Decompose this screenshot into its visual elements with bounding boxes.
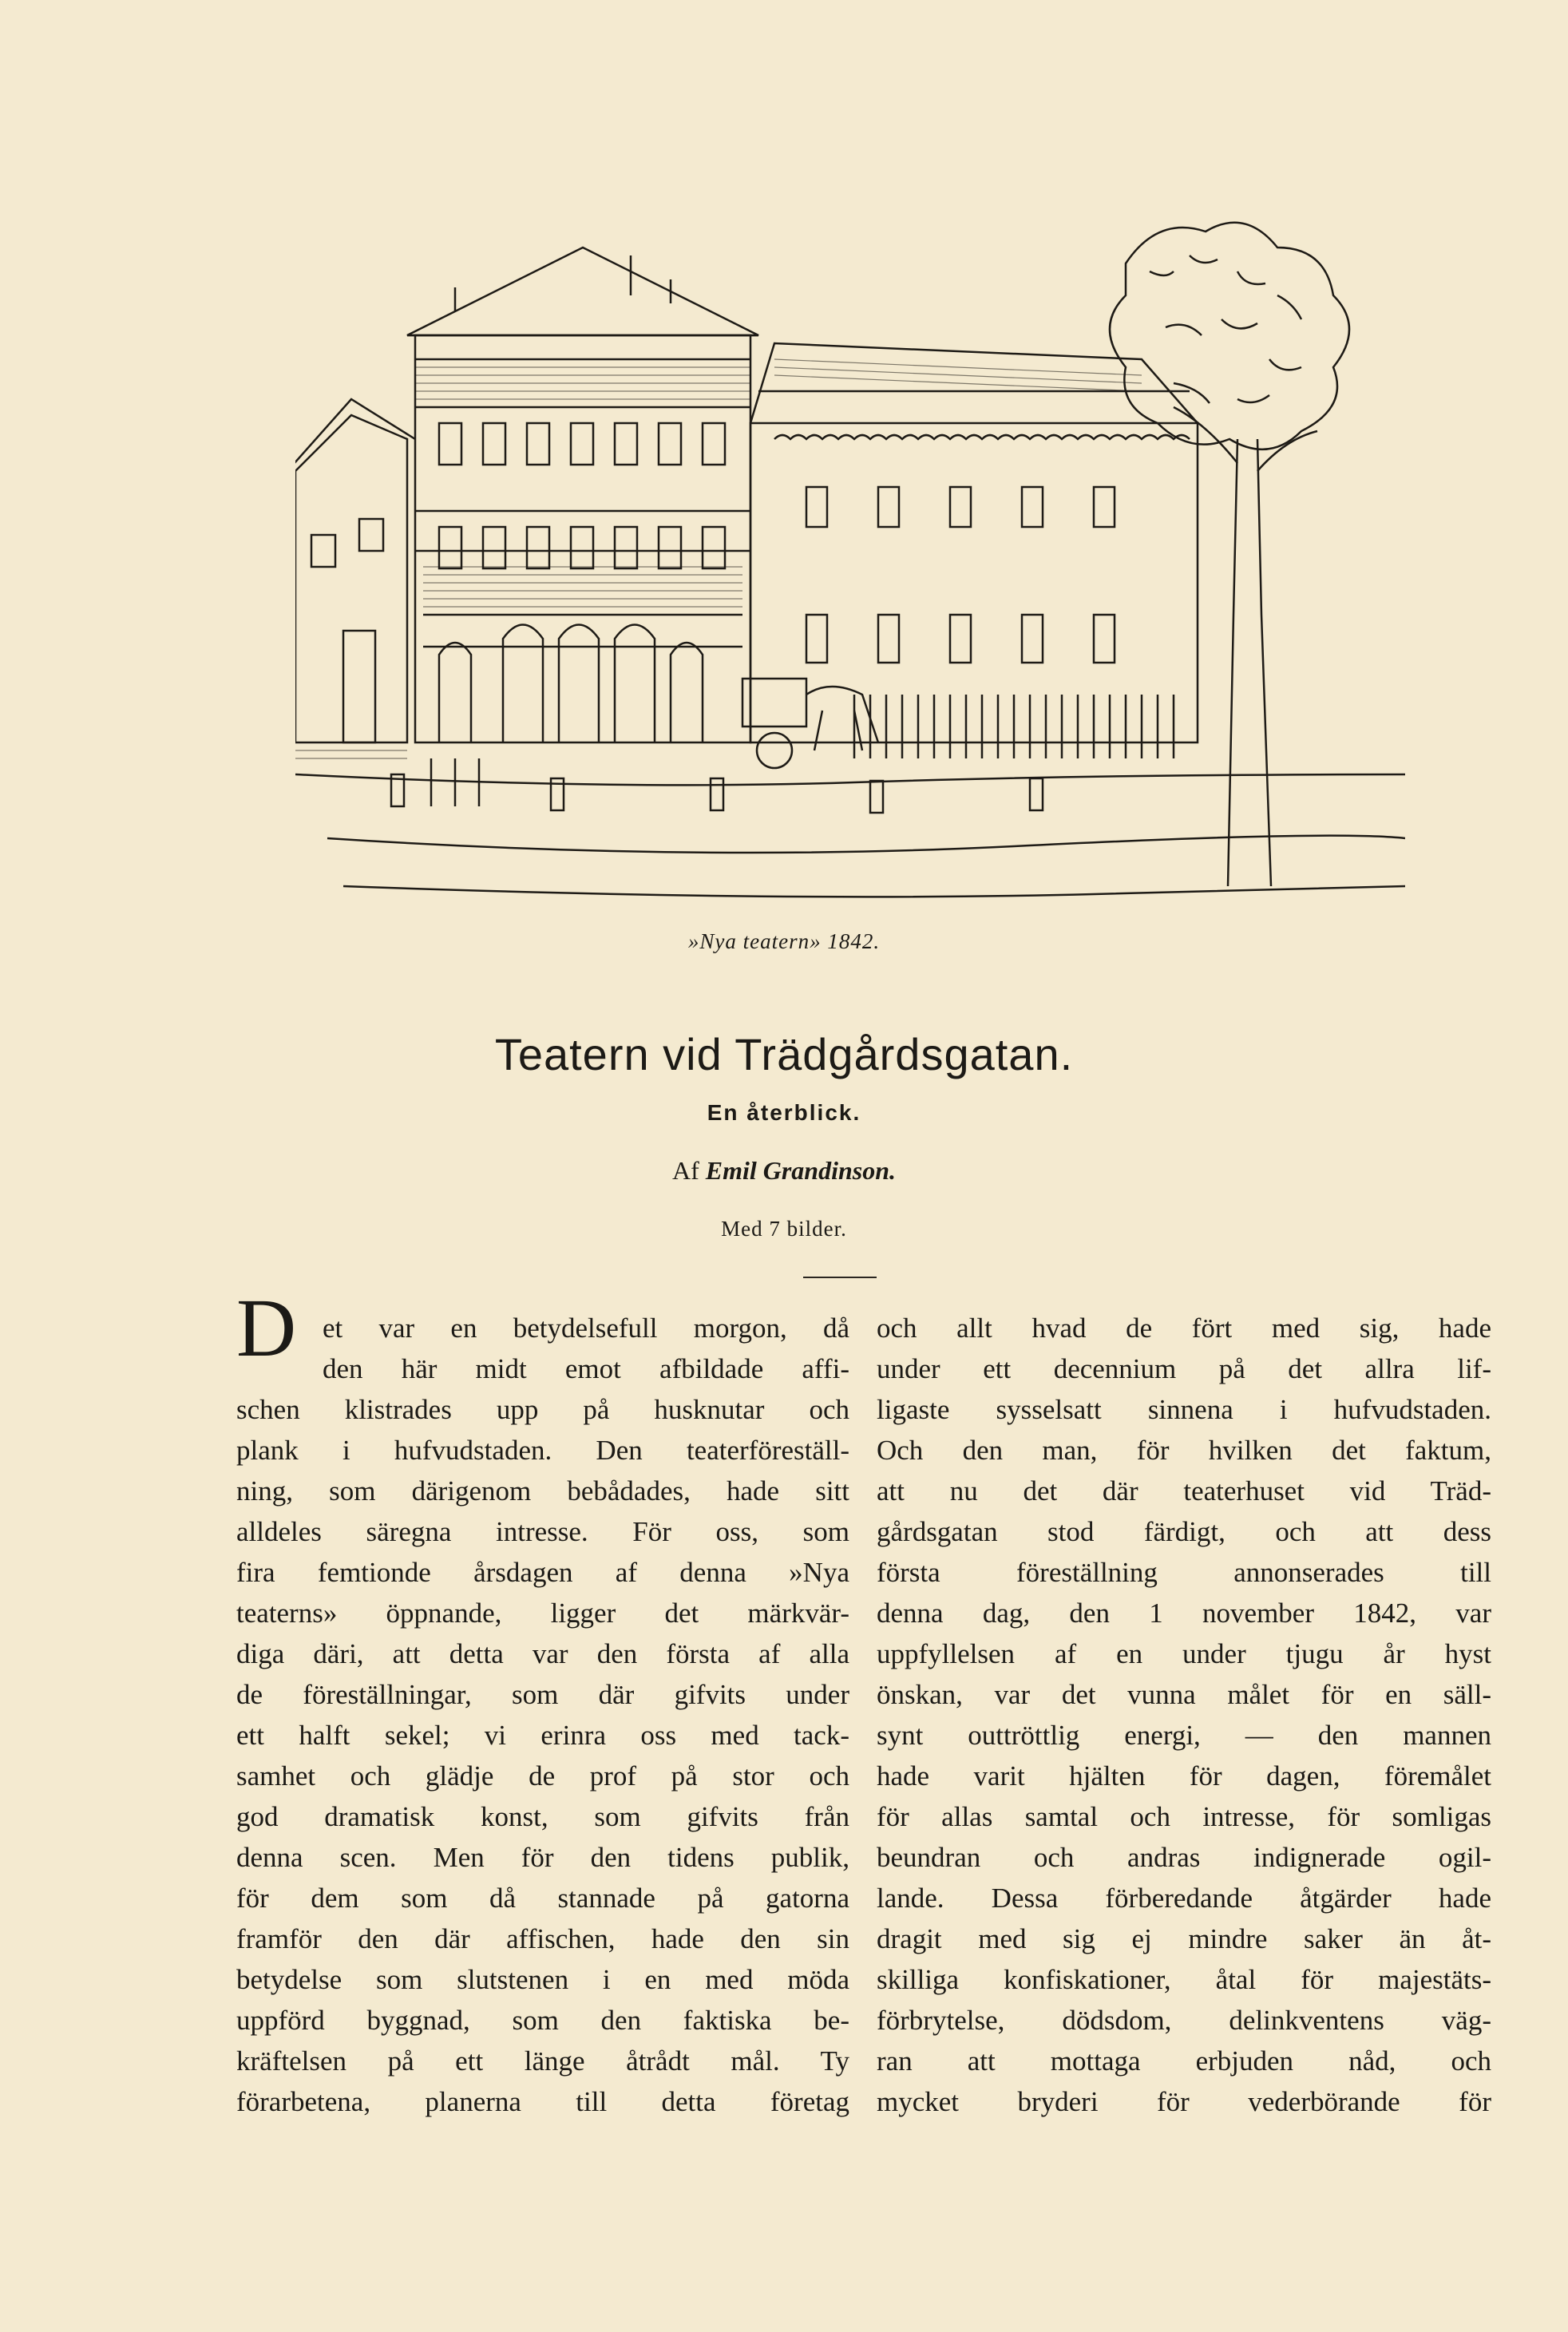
- text-line: Och den man, för hvilken det faktum,: [877, 1435, 1491, 1466]
- text-line: för dem som då stannade på gatorna: [236, 1883, 849, 1914]
- text-line: förarbetena, planerna till detta företag: [236, 2086, 849, 2117]
- caption-title: »Nya teatern»: [687, 929, 822, 953]
- text-line: ligaste sysselsatt sinnena i hufvudstaden.: [877, 1394, 1491, 1425]
- text-line: synt outtröttlig energi, — den mannen: [877, 1720, 1491, 1751]
- text-line: diga däri, att detta var den första af alla: [236, 1638, 849, 1669]
- text-line: framför den där affischen, hade den sin: [236, 1923, 849, 1954]
- article-title: Teatern vid Trädgårdsgatan.: [494, 1029, 1074, 1079]
- author-name: Emil Grandinson.: [705, 1156, 897, 1185]
- byline-prefix: Af: [671, 1156, 699, 1185]
- text-line: fira femtionde årsdagen af denna »Nya: [236, 1557, 849, 1588]
- text-line: kräftelsen på ett länge åtrådt mål. Ty: [236, 2045, 849, 2077]
- text-line: den här midt emot afbildade affi-: [323, 1353, 849, 1384]
- text-line: att nu det där teaterhuset vid Träd-: [877, 1475, 1491, 1506]
- text-line: gårdsgatan stod färdigt, och att dess: [877, 1516, 1491, 1547]
- text-line: för allas samtal och intresse, för somligas: [877, 1801, 1491, 1832]
- text-line: de föreställningar, som där gifvits under: [236, 1679, 849, 1710]
- divider-rule: [803, 1277, 877, 1278]
- text-line: samhet och glädje de prof på stor och: [236, 1760, 849, 1792]
- figure-caption: [0, 929, 1568, 954]
- text-line: förbrytelse, dödsdom, delinkventens väg-: [877, 2005, 1491, 2036]
- text-line: första föreställning annonserades till: [877, 1557, 1491, 1588]
- text-line: lande. Dessa förberedande åtgärder hade: [877, 1883, 1491, 1914]
- text-line: uppförd byggnad, som den faktiska be-: [236, 2005, 849, 2036]
- text-line: hade varit hjälten för dagen, föremålet: [877, 1760, 1491, 1792]
- text-line: denna dag, den 1 november 1842, var: [877, 1598, 1491, 1629]
- caption-year: 1842.: [827, 929, 881, 953]
- drop-cap: D: [236, 1282, 297, 1374]
- text-line: et var en betydelsefull morgon, då: [323, 1312, 849, 1344]
- pictures-note: Med 7 bilder.: [721, 1217, 847, 1241]
- text-line: ran att mottaga erbjuden nåd, och: [877, 2045, 1491, 2077]
- text-line: denna scen. Men för den tidens publik,: [236, 1842, 849, 1873]
- text-column-left: [236, 1308, 849, 2122]
- text-line: plank i hufvudstaden. Den teaterföreställ-: [236, 1435, 849, 1466]
- text-column-right: [877, 1308, 1491, 2122]
- text-line: uppfyllelsen af en under tjugu år hyst: [877, 1638, 1491, 1669]
- text-line: ett halft sekel; vi erinra oss med tack-: [236, 1720, 849, 1751]
- text-line: alldeles säregna intresse. För oss, som: [236, 1516, 849, 1547]
- text-line: ning, som därigenom bebådades, hade sitt: [236, 1475, 849, 1506]
- text-line: mycket bryderi för vederbörande för: [877, 2086, 1491, 2117]
- text-line: dragit med sig ej mindre saker än åt-: [877, 1923, 1491, 1954]
- theatre-engraving-icon: [295, 200, 1405, 934]
- text-line: god dramatisk konst, som gifvits från: [236, 1801, 849, 1832]
- text-line: önskan, var det vunna målet för en säll-: [877, 1679, 1491, 1710]
- text-line: schen klistrades upp på husknutar och: [236, 1394, 849, 1425]
- article-subtitle: En återblick.: [707, 1100, 861, 1125]
- text-line: beundran och andras indignerade ogil-: [877, 1842, 1491, 1873]
- byline: [0, 1156, 1568, 1186]
- text-line: teaterns» öppnande, ligger det märkvär-: [236, 1598, 849, 1629]
- text-line: och allt hvad de fört med sig, hade: [877, 1312, 1491, 1344]
- text-line: skilliga konfiskationer, åtal för majestäts-: [877, 1964, 1491, 1995]
- text-line: under ett decennium på det allra lif-: [877, 1353, 1491, 1384]
- text-line: betydelse som slutstenen i en med möda: [236, 1964, 849, 1995]
